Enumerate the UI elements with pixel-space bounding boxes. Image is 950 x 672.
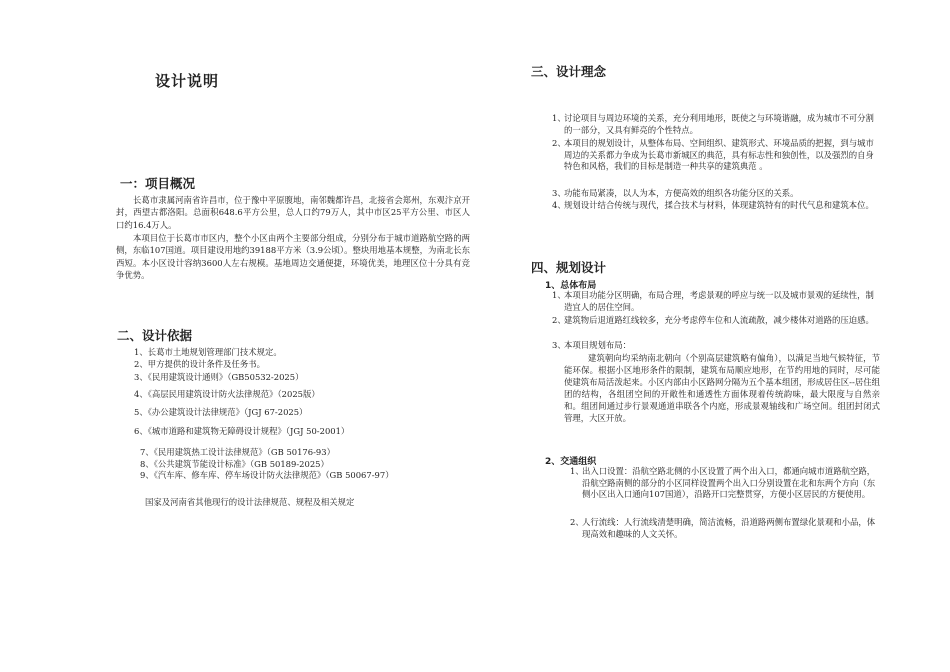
basis-item: 6、《城市道路和建筑物无障碍设计规程》（JGJ 50-2001） — [134, 426, 350, 436]
layout-item: 3、 本项目规划布局： — [552, 340, 631, 350]
concept-item: 1、 讨论项目与周边环境的关系，充分利用地形，既使之与环境谐融，成为城市不可分割的一部分，又具有鲜亮的个性特点。 — [552, 113, 874, 135]
layout-item: 2、 建筑物后退道路红线较多，充分考虑停车位和人流疏散，减少楼体对道路的压迫感。 — [552, 315, 874, 325]
section-heading-planning: 四、规划设计 — [531, 260, 607, 275]
layout-plan-paragraph: 建筑朝向均采纳南北朝向（个别高层建筑略有偏角），以满足当地气候特征，节能环保。根据小区地形条件的限制，建筑布局顺应地形，在节约用地的同时，尽可能使建筑布局活泼起来。小区内部由小区路网分隔为五个基本组团，形成居住区--居住组团的结构，各组团空间的开敞性和通透性方面体现着传统韵味，最大限度与自然亲和。组团间通过步行景观通道串联各个内庭，形成景观轴线和广场空间。组团封闭式管理，大区开放。 — [564, 353, 880, 423]
basis-item: 5、《办公建筑设计法律规范》（JGJ 67-2025） — [134, 407, 308, 417]
overview-paragraph-2: 本项目位于长葛市市区内，整个小区由两个主要部分组成，分别分布于城市道路航空路的两侧，东临107国道。项目建设用地约39188平方米（3.9公顷）。整块用地基本规整，为南北长东西短。本小区设计容纳3600人左右规模。基地周边交通便捷，环境优美，地理区位十分具有竞争优势。 — [116, 233, 470, 281]
basis-item: 4、《高层民用建筑设计防火法律规范》（2025版） — [134, 389, 320, 399]
section-heading-concept: 三、设计理念 — [531, 64, 607, 79]
layout-item: 1、 本项目功能分区明确，布局合理，考虑景观的呼应与统一以及城市景观的延续性，制造宜人的居住空间。 — [552, 290, 874, 312]
subheading-overall-layout: 1、总体布局 — [545, 281, 597, 291]
concept-item: 4、 规划设计结合传统与现代，揉合技术与材料，体现建筑特有的时代气息和建筑本位。 — [552, 200, 874, 210]
basis-item: 3、《民用建筑设计通则》（GB50532-2025） — [134, 372, 304, 382]
section-heading-overview: 一：项目概况 — [120, 176, 196, 191]
concept-item: 3、 功能布局紧凑，以人为本，方便高效的组织各功能分区的关系。 — [552, 188, 799, 198]
basis-item: 2、甲方提供的设计条件及任务书。 — [134, 359, 265, 369]
document-title: 设计说明 — [155, 72, 220, 90]
basis-item: 9、《汽车库、修车库、停车场设计防火法律规范》（GB 50067-97） — [140, 470, 394, 480]
basis-item: 8、《公共建筑节能设计标准》（GB 50189-2025） — [140, 459, 329, 469]
basis-item: 7、《民用建筑热工设计法律规范》（GB 50176-93） — [140, 447, 335, 457]
traffic-item: 1、 出入口设置：沿航空路北侧的小区设置了两个出入口，都通向城市道路航空路，沿航空路南侧的部分的小区同样设置两个出入口分别设置在北和东两个方向（东侧小区出入口通向107国道），沿路开口完整贯穿，方便小区居民的方便使用。 — [570, 466, 876, 500]
traffic-item: 2、 人行流线：人行流线清楚明确，简洁流畅，沿道路两侧布置绿化景观和小品，体现高效和趣味的人文关怀。 — [570, 517, 876, 539]
concept-item: 2、 本项目的规划设计，从整体布局、空间组织、建筑形式、环境品质的把握，到与城市周边的关系都力争成为长葛市新城区的典范，具有标志性和独创性，以及强烈的自身特色和风格，我们的目标是制造一种共享的建筑典范 。 — [552, 138, 874, 172]
subheading-traffic: 2、交通组织 — [545, 457, 597, 467]
overview-paragraph-1: 长葛市隶属河南省许昌市，位于豫中平原腹地，南邻魏都许昌，北接省会郑州，东观汴京开封，西望古都洛阳。总面积648.6平方公里，总人口约79万人，其中市区25平方公里、市区人口约16.4万人。 — [116, 195, 470, 230]
basis-item: 1、长葛市土地规划管理部门技术规定。 — [134, 347, 282, 357]
basis-note: 国家及河南省其他现行的设计法律规范、规程及相关规定 — [145, 497, 355, 507]
section-heading-basis: 二、设计依据 — [117, 328, 193, 343]
